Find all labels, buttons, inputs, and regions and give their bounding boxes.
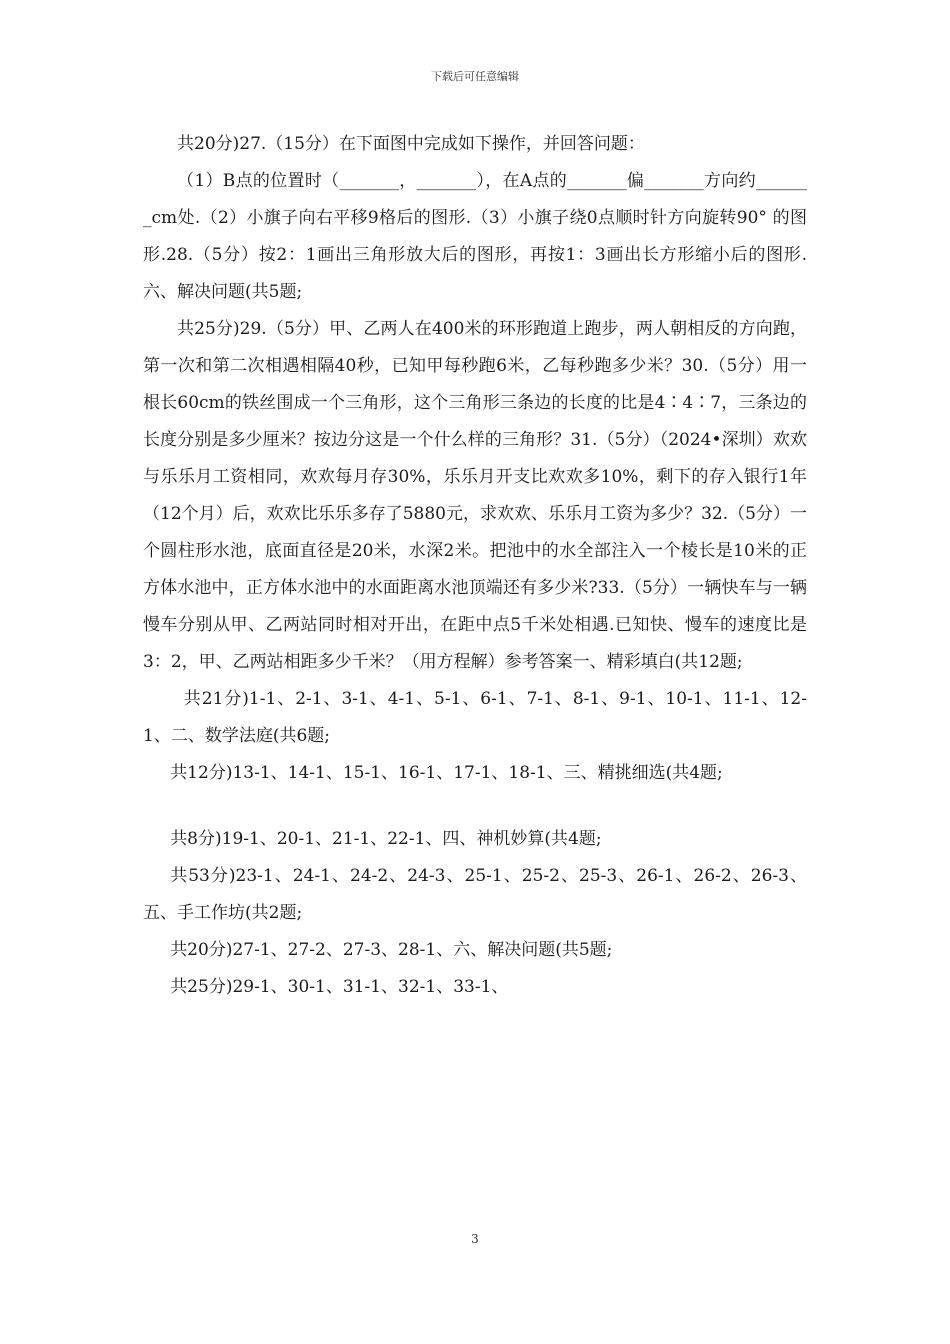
spacer (143, 792, 807, 821)
paragraph-answers-section2: 共12分)13-1、14-1、15-1、16-1、17-1、18-1、三、精挑细选(共4题; (170, 763, 723, 783)
paragraph-q27: 共20分)27.（15分）在下面图中完成如下操作，并回答问题： (177, 134, 645, 154)
paragraph-answers-section3: 共8分)19-1、20-1、21-1、22-1、四、神机妙算(共4题; (170, 829, 602, 849)
paragraph-q29-q33: 共25分)29.（5分）甲、乙两人在400米的环形跑道上跑步，两人朝相反的方向跑，第一次和第二次相遇相隔40秒，已知甲每秒跑6米，乙每秒跑多少米？30.（5分）用一根长60cm的铁丝围成一个三角形，这个三角形三条边的长度的比是4∶4∶7，三条边的长度分别是多少厘米？按边分这是一个什么样的三角形？31.（5分）（2024•深圳）欢欢与乐乐月工资相同，欢欢每月存30%，乐乐月开支比欢欢多10%，剩下的存入银行1年（12个月）后，欢欢比乐乐多存了5880元，求欢欢、乐乐月工资为多少？32.（5分）一个圆柱形水池，底面直径是20米，水深2米。把池中的水全部注入一个棱长是10米的正方体水池中，正方体水池中的水面距离水池顶端还有多少米?33.（5分）一辆快车与一辆慢车分别从甲、乙两站同时相对开出，在距中点5千米处相遇.已知快、慢车的速度比是3：2，甲、乙两站相距多少千米？（用方程解）参考答案一、精彩填白(共12题; (143, 319, 807, 672)
page-header-note: 下载后可任意编辑 (431, 70, 519, 83)
page-number: 3 (471, 1232, 479, 1246)
paragraph-answers-section6: 共25分)29-1、30-1、31-1、32-1、33-1、 (170, 977, 509, 997)
paragraph-answers-section5: 共20分)27-1、27-2、27-3、28-1、六、解决问题(共5题; (170, 940, 613, 960)
paragraph-answers-section1: 共21分)1-1、2-1、3-1、4-1、5-1、6-1、7-1、8-1、9-1、10-1、11-1、12-1、二、数学法庭(共6题; (143, 689, 807, 746)
document-body (143, 126, 807, 1006)
paragraph-q27-q28: （1）B点的位置时（_______，_______），在A点的_______偏_______方向约_______cm处.（2）小旗子向右平移9格后的图形.（3）小旗子绕0点顺时针方向旋转90° 的图形.28.（5分）按2：1画出三角形放大后的图形，再按1：3画出长方形缩小后的图形.六、解决问题(共5题; (143, 171, 807, 302)
paragraph-answers-section4: 共53分)23-1、24-1、24-2、24-3、25-1、25-2、25-3、26-1、26-2、26-3、五、手工作坊(共2题; (143, 866, 807, 923)
